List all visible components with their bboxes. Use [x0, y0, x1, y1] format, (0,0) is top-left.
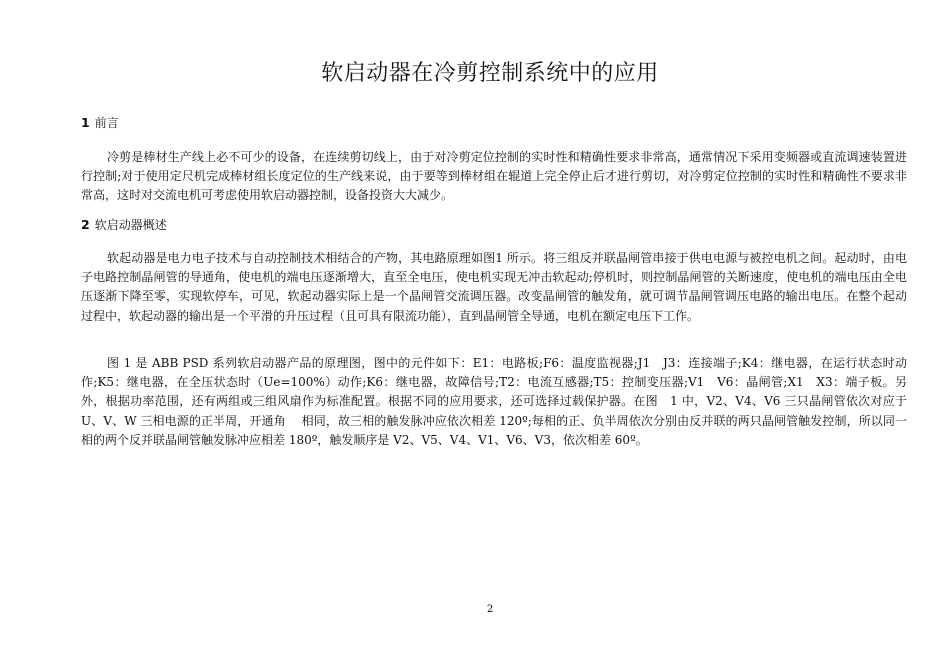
page-number: 2	[486, 604, 494, 615]
document-title: 软启动器在冷剪控制系统中的应用	[321, 61, 659, 86]
section-title: 软启动器概述	[94, 218, 167, 232]
section-heading-preface	[81, 114, 119, 131]
section-title: 前言	[94, 116, 119, 130]
paragraph-overview-components: 图 1 是 ABB PSD 系列软启动器产品的原理图，图中的元件如下：E1：电路板;F6：温度监视器;J1 J3：连接端子;K4：继电器，在运行状态时动作;K5：继电器，在全压状态时（Ue=100%）动作;K6：继电器，故障信号;T2：电流互感器;T5：控制变压器;V1 V6：晶闸管;X1 X3：端子板。另外，根据功率范围，还有两组或三组风扇作为标准配置。根据不同的应用要求，还可选择过载保护器。在图 1 中，V2、V4、V6 三只晶闸管依次对应于 U、V、W 三相电源的正半周，开通角 相同，故三相的触发脉冲应依次相差 120º;每相的正、负半周依次分别由反并联的两只晶闸管触发控制，所以同一相的两个反并联晶闸管触发脉冲应相差 180º，触发顺序是 V2、V5、V4、V1、V6、V3，依次相差 60º。	[81, 356, 907, 447]
paragraph-overview-principle: 软起动器是电力电子技术与自动控制技术相结合的产物，其电路原理如图1 所示。将三组反并联晶闸管串接于供电电源与被控电机之间。起动时，由电子电路控制晶闸管的导通角，使电机的端电压逐渐增大，直至全电压，使电机实现无冲击软起动;停机时，则控制晶闸管的关断速度，使电机的端电压由全电压逐渐下降至零，实现软停车，可见，软起动器实际上是一个晶闸管交流调压器。改变晶闸管的触发角，就可调节晶闸管调压电路的输出电压。在整个起动过程中，软起动器的输出是一个平滑的升压过程（且可具有限流功能），直到晶闸管全导通，电机在额定电压下工作。	[81, 251, 907, 323]
section-heading-overview	[81, 216, 167, 233]
paragraph-preface: 冷剪是棒材生产线上必不可少的设备，在连续剪切线上，由于对冷剪定位控制的实时性和精确性要求非常高，通常情况下采用变频器或直流调速装置进行控制;对于使用定尺机完成棒材组长度定位的生产线来说，由于要等到棒材组在辊道上完全停止后才进行剪切，对冷剪定位控制的实时性和精确性不要求非常高，这时对交流电机可考虑使用软启动器控制，设备投资大大减少。	[81, 150, 907, 203]
section-number: 1	[81, 115, 90, 130]
section-number: 2	[81, 217, 90, 232]
